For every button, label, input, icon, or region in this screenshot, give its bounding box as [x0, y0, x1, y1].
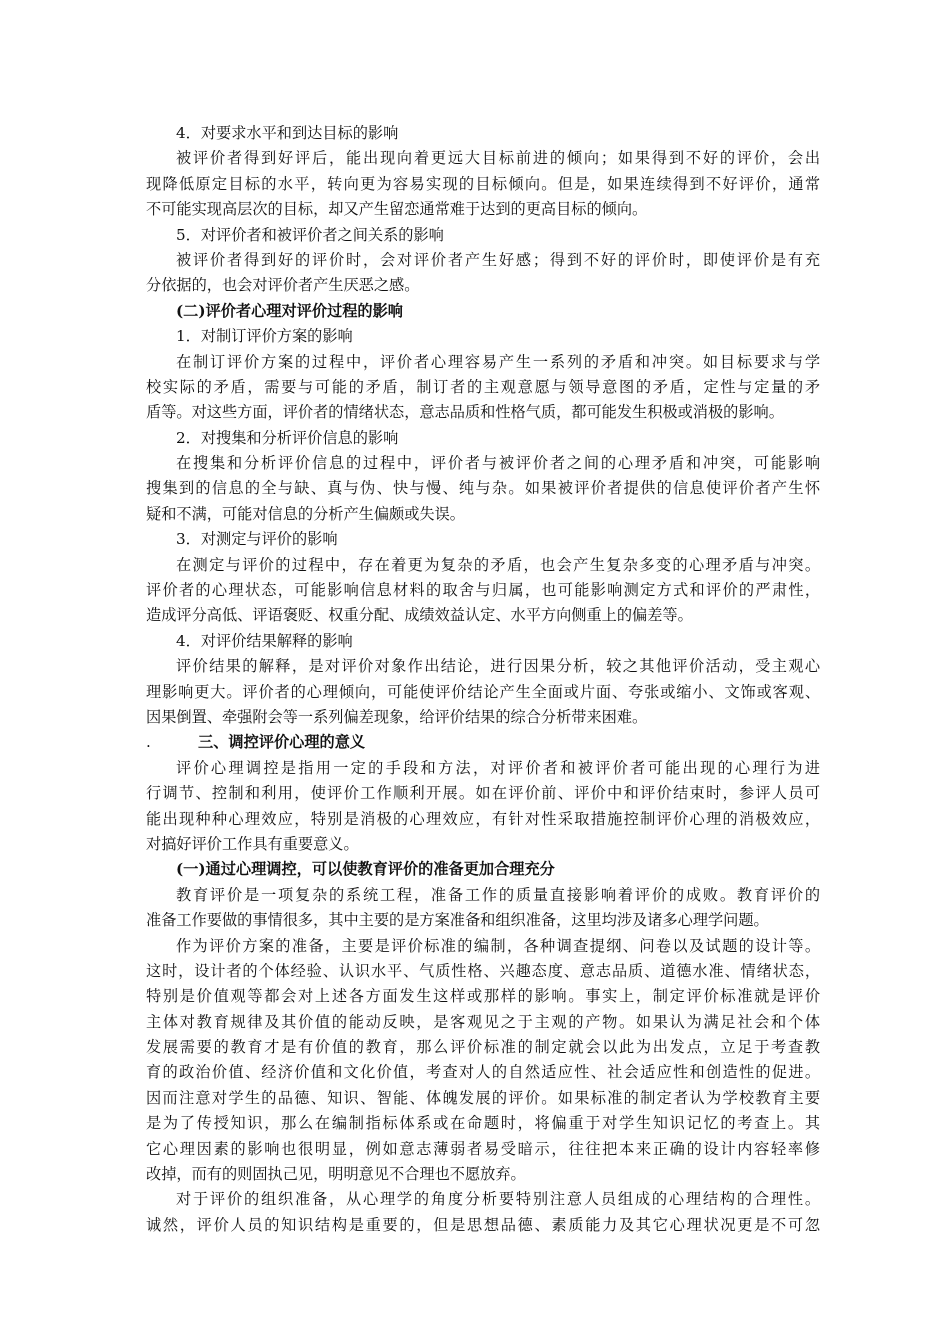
paragraph-line: 行调节、控制和利用，使评价工作顺利开展。如在评价前、评价中和评价结束时，参评人员可: [146, 784, 820, 803]
paragraph-line: 改掉，而有的则固执己见，明明意见不合理也不愿放弃。: [146, 1165, 526, 1184]
paragraph-line: 因果倒置、牵强附会等一系列偏差现象，给评价结果的综合分析带来困难。: [146, 707, 648, 726]
paragraph-line: 评价者的心理状态，可能影响信息材料的取舍与归属，也可能影响测定方式和评价的严肃性，: [146, 581, 820, 600]
section-marker: .: [146, 733, 151, 752]
paragraph-line: 是为了传授知识，那么在编制指标体系或在命题时，将偏重于对学生知识记忆的考查上。其: [146, 1114, 820, 1133]
paragraph-line: 在搜集和分析评价信息的过程中，评价者与被评价者之间的心理矛盾和冲突，可能影响: [176, 454, 820, 473]
item-heading: 4．对评价结果解释的影响: [176, 631, 353, 650]
paragraph-line: 被评价者得到好的评价时，会对评价者产生好感；得到不好的评价时，即使评价是有充: [176, 250, 820, 269]
paragraph-line: 理影响更大。评价者的心理倾向，可能使评价结论产生全面或片面、夸张或缩小、文饰或客观、: [146, 682, 820, 701]
paragraph-line: 现降低原定目标的水平，转向更为容易实现的目标倾向。但是，如果连续得到不好评价，通常: [146, 174, 820, 193]
paragraph-line: 造成评分高低、评语褒贬、权重分配、成绩效益认定、水平方向侧重上的偏差等。: [146, 606, 693, 625]
paragraph-line: 不可能实现高层次的目标，却又产生留恋通常难于达到的更高目标的倾向。: [146, 200, 648, 219]
paragraph-line: 评价结果的解释，是对评价对象作出结论，进行因果分析，较之其他评价活动，受主观心: [176, 657, 820, 676]
paragraph-line: 盾等。对这些方面，评价者的情绪状态，意志品质和性格气质，都可能发生积极或消极的影响。: [146, 403, 784, 422]
paragraph-line: 在测定与评价的过程中，存在着更为复杂的矛盾，也会产生复杂多变的心理矛盾与冲突。: [176, 555, 820, 574]
paragraph-line: 发展需要的教育才是有价值的教育，那么评价标准的制定就会以此为出发点，立足于考查教: [146, 1038, 820, 1057]
paragraph-line: 评价心理调控是指用一定的手段和方法，对评价者和被评价者可能出现的心理行为进: [176, 758, 820, 777]
paragraph-line: 作为评价方案的准备，主要是评价标准的编制，各种调查提纲、问卷以及试题的设计等。: [176, 936, 820, 955]
paragraph-line: 能出现种种心理效应，特别是消极的心理效应，有针对性采取措施控制评价心理的消极效应，: [146, 809, 820, 828]
paragraph-line: 搜集到的信息的全与缺、真与伪、快与慢、纯与杂。如果被评价者提供的信息使评价者产生怀: [146, 479, 820, 498]
paragraph-line: 特别是价值观等都会对上述各方面发生这样或那样的影响。事实上，制定评价标准就是评价: [146, 987, 820, 1006]
paragraph-line: 因而注意对学生的品德、知识、智能、体魄发展的评价。如果标准的制定者认为学校教育主要: [146, 1088, 820, 1107]
paragraph-line: 分依据的，也会对评价者产生厌恶之感。: [146, 276, 420, 295]
paragraph-line: 主体对教育规律及其价值的能动反映，是客观见之于主观的产物。如果认为满足社会和个体: [146, 1012, 820, 1031]
paragraph-line: 它心理因素的影响也很明显，例如意志薄弱者易受暗示，往往把本来正确的设计内容轻率修: [146, 1139, 820, 1158]
subsection-title: (一)通过心理调控，可以使教育评价的准备更加合理充分: [176, 860, 555, 879]
item-heading: 3．对测定与评价的影响: [176, 530, 338, 549]
paragraph-line: 诚然，评价人员的知识结构是重要的，但是思想品德、素质能力及其它心理状况更是不可忽: [146, 1215, 820, 1234]
document-body-part1: [146, 121, 820, 730]
item-heading: 1．对制订评价方案的影响: [176, 327, 353, 346]
paragraph-line: 这时，设计者的个体经验、认识水平、气质性格、兴趣态度、意志品质、道德水准、情绪状态，: [146, 961, 820, 980]
paragraph-line: 疑和不满，可能对信息的分析产生偏颇或失误。: [146, 504, 465, 523]
subsection-title: (二)评价者心理对评价过程的影响: [176, 301, 403, 320]
item-heading: 4．对要求水平和到达目标的影响: [176, 124, 399, 142]
paragraph-line: 准备工作要做的事情很多，其中主要的是方案准备和组织准备，这里均涉及诸多心理学问题。: [146, 911, 769, 930]
paragraph-line: 校实际的矛盾，需要与可能的矛盾，制订者的主观意愿与领导意图的矛盾，定性与定量的矛: [146, 377, 820, 396]
paragraph-line: 对于评价的组织准备，从心理学的角度分析要特别注意人员组成的心理结构的合理性。: [176, 1190, 820, 1209]
paragraph-line: 被评价者得到好评后，能出现向着更远大目标前进的倾向；如果得到不好的评价，会出: [176, 149, 820, 168]
section-heading-3: [146, 730, 820, 755]
document-body-part2: [146, 756, 820, 1238]
paragraph-line: 在制订评价方案的过程中，评价者心理容易产生一系列的矛盾和冲突。如目标要求与学: [176, 352, 820, 371]
item-heading: 5．对评价者和被评价者之间关系的影响: [176, 225, 444, 244]
item-heading: 2．对搜集和分析评价信息的影响: [176, 428, 399, 447]
paragraph-line: 育的政治价值、经济价值和文化价值，考查对人的自然适应性、社会适应性和创造性的促进。: [146, 1063, 820, 1082]
paragraph-line: 对搞好评价工作具有重要意义。: [146, 834, 359, 853]
paragraph-line: 教育评价是一项复杂的系统工程，准备工作的质量直接影响着评价的成败。教育评价的: [176, 885, 820, 904]
section-title: 三、调控评价心理的意义: [198, 733, 366, 752]
